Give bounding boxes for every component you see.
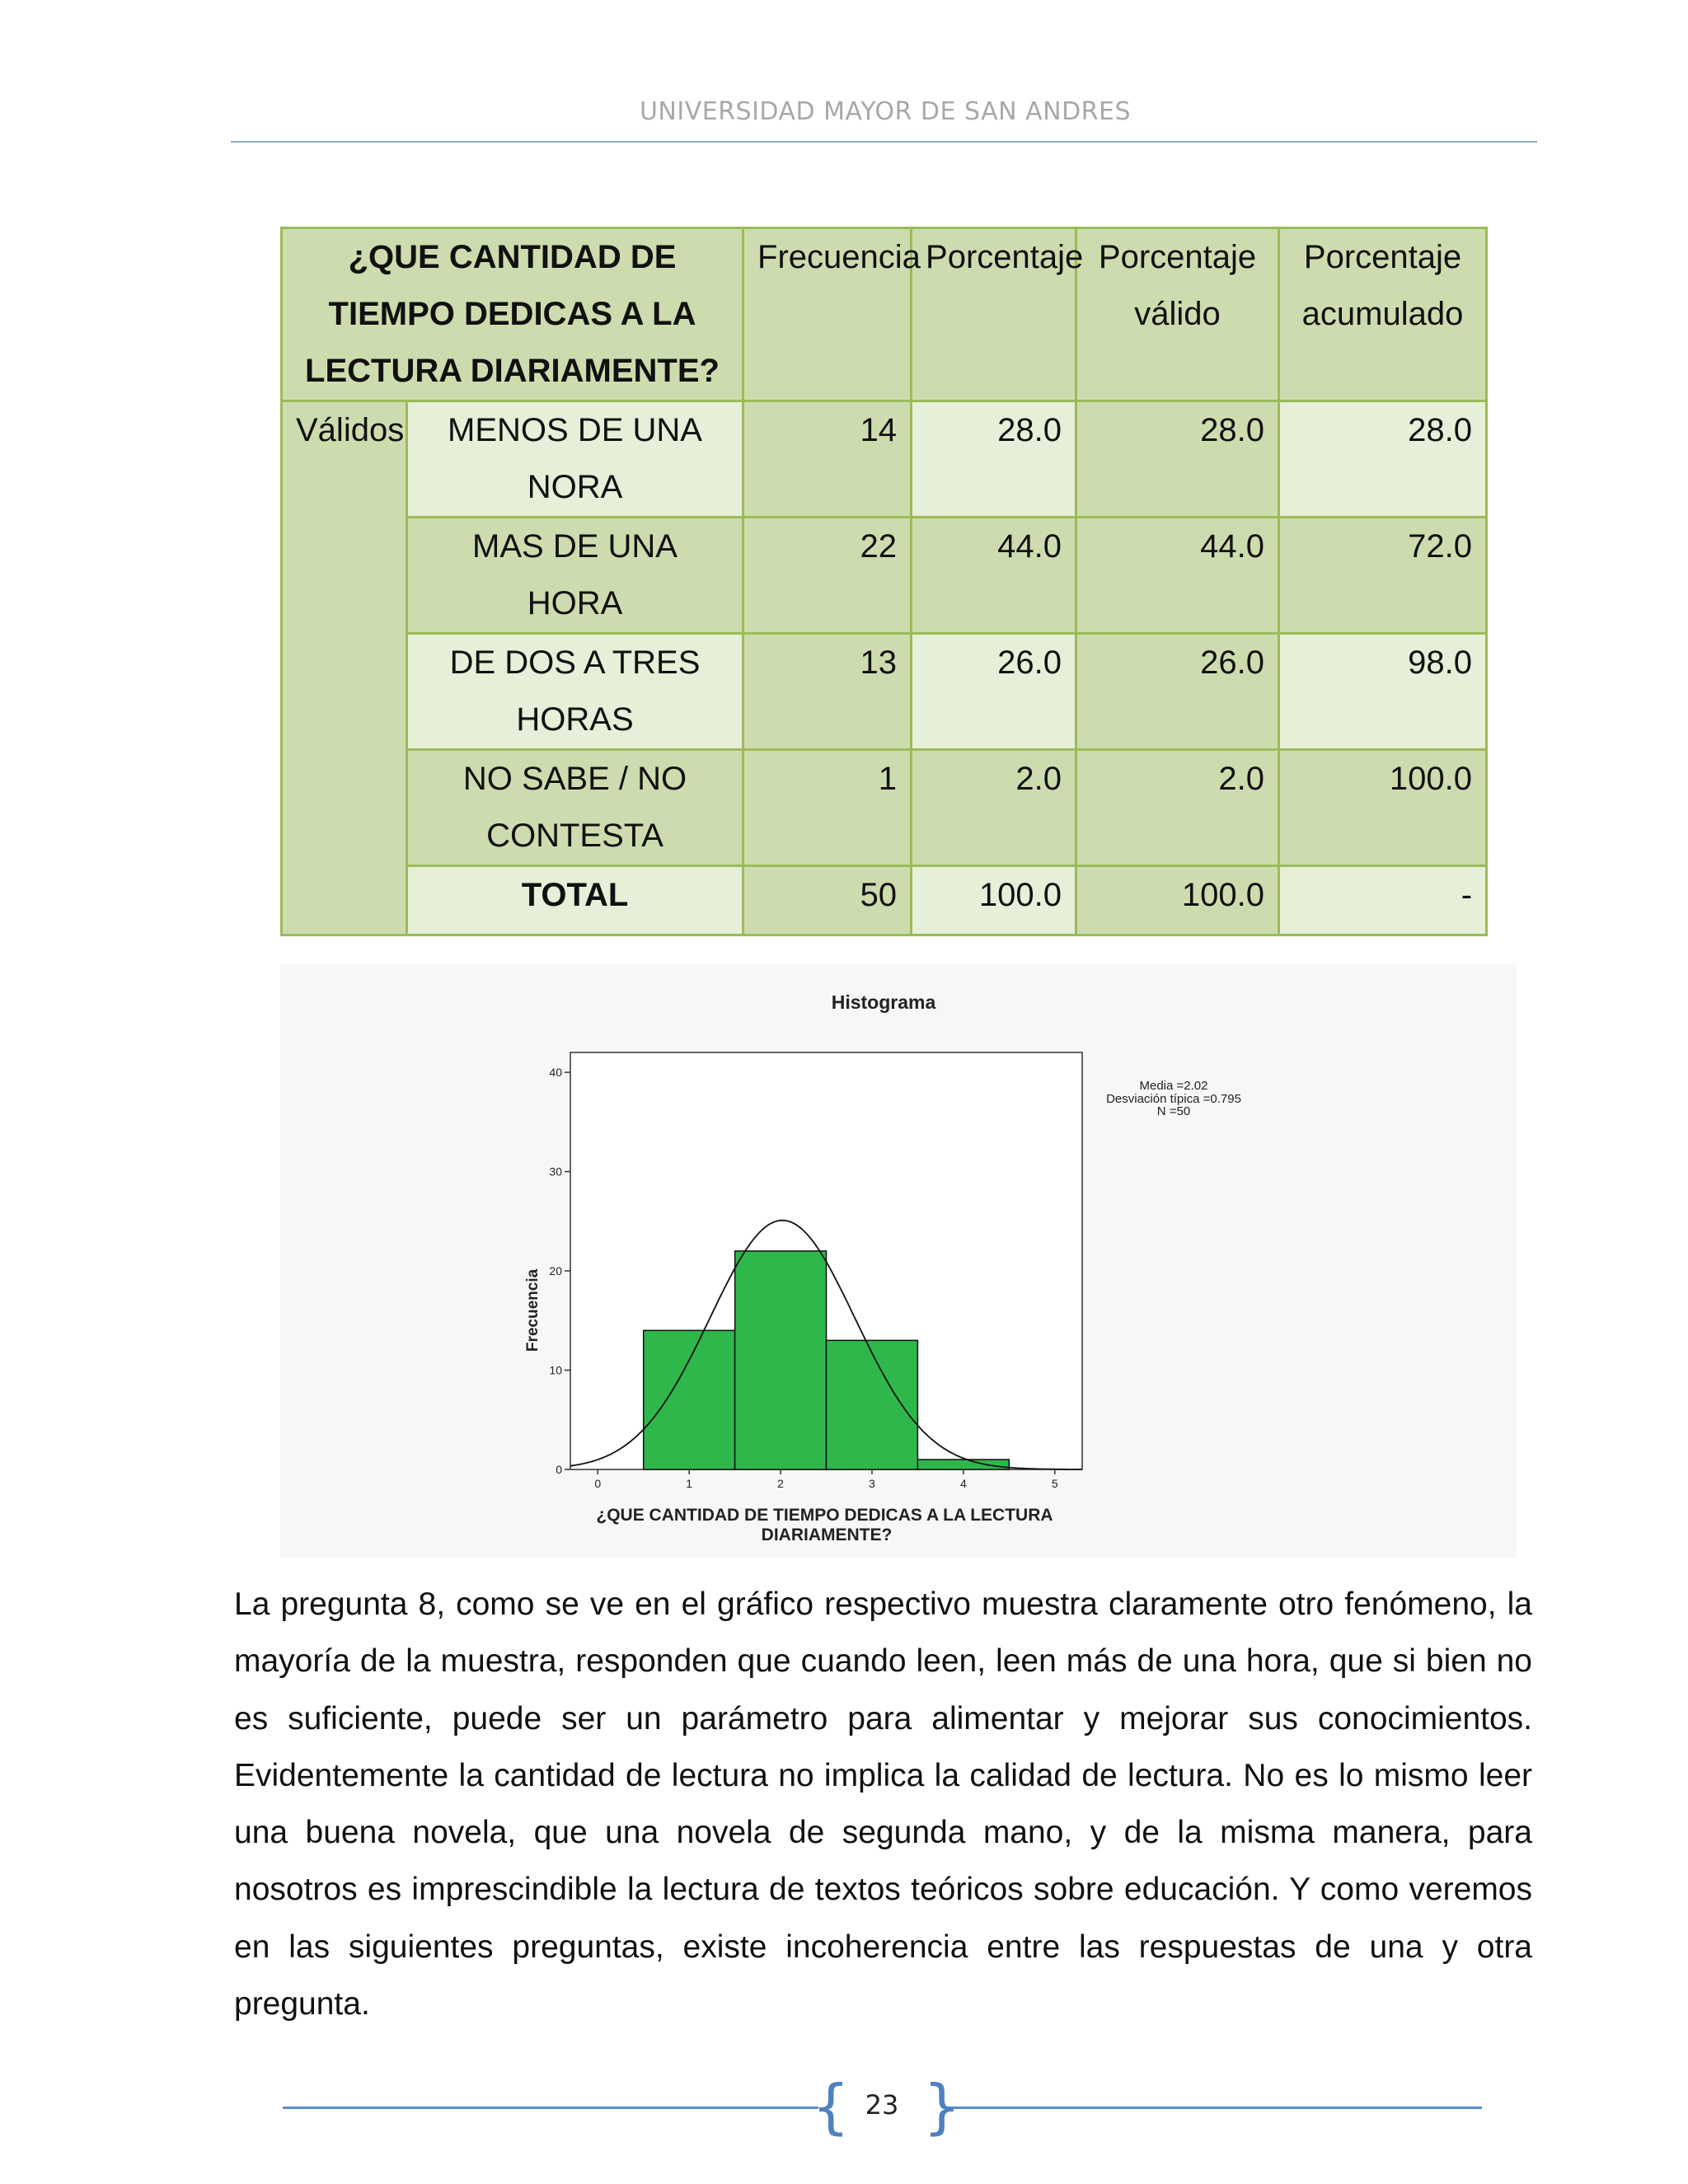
cell-porcentaje: 2.0: [912, 750, 1076, 866]
table-row: [282, 518, 1487, 634]
cell-porcentaje-valido: 44.0: [1076, 518, 1279, 634]
table-row: [282, 634, 1487, 750]
row-category: NO SABE / NO CONTESTA: [407, 750, 743, 866]
y-tick-label: 30: [549, 1165, 562, 1179]
histogram-bar: [827, 1340, 918, 1469]
y-tick-label: 40: [549, 1066, 562, 1080]
cell-porcentaje: 28.0: [912, 401, 1076, 518]
col-header-porcentaje-valido: Porcentaje válido: [1076, 228, 1279, 401]
cell-frecuencia: 1: [743, 750, 912, 866]
y-tick-label: 0: [556, 1463, 562, 1476]
table-row-total: [282, 866, 1487, 935]
cell-porcentaje: 26.0: [912, 634, 1076, 750]
x-axis-label-line-2: DIARIAMENTE?: [761, 1526, 893, 1544]
header-rule: [231, 141, 1537, 143]
x-tick-label: 2: [777, 1477, 784, 1490]
histogram-panel: [280, 964, 1517, 1558]
cell-porcentaje: 100.0: [912, 866, 1076, 935]
histogram-bar: [644, 1330, 735, 1469]
cell-porcentaje-acumulado: 98.0: [1279, 634, 1487, 750]
stat-media: Media =2.02: [1139, 1079, 1208, 1093]
x-axis-label-line-1: ¿QUE CANTIDAD DE TIEMPO DEDICAS A LA LECTURA: [596, 1506, 1053, 1525]
footer-rule-left: [283, 2107, 818, 2109]
x-tick-label: 5: [1051, 1477, 1058, 1490]
y-tick-label: 20: [549, 1264, 562, 1278]
x-tick-label: 4: [959, 1477, 967, 1490]
page-number: 23: [865, 2089, 899, 2121]
stat-desviacion: Desviación típica =0.795: [1106, 1092, 1241, 1106]
x-tick-label: 0: [594, 1477, 602, 1490]
x-tick-label: 3: [869, 1477, 875, 1490]
cell-porcentaje-valido: 28.0: [1076, 401, 1279, 518]
cell-porcentaje-valido: 26.0: [1076, 634, 1279, 750]
cell-porcentaje-valido: 100.0: [1076, 866, 1279, 935]
col-header-frecuencia: Frecuencia: [743, 228, 912, 401]
histogram-bar: [917, 1460, 1009, 1469]
close-bracket-icon: }: [923, 2072, 961, 2141]
cell-frecuencia: 50: [743, 866, 912, 935]
table-row: [282, 401, 1487, 518]
group-label-validos: Válidos: [282, 401, 407, 935]
cell-porcentaje-valido: 2.0: [1076, 750, 1279, 866]
footer-rule-right: [946, 2107, 1482, 2109]
x-axis-label: [596, 1506, 1057, 1544]
cell-frecuencia: 13: [743, 634, 912, 750]
row-category: DE DOS A TRES HORAS: [407, 634, 743, 750]
cell-porcentaje-acumulado: -: [1279, 866, 1487, 935]
table-header-row: [282, 228, 1487, 401]
col-header-porcentaje-acumulado: Porcentaje acumulado: [1279, 228, 1487, 401]
chart-title: Histograma: [831, 991, 936, 1013]
frequency-table: [280, 227, 1488, 936]
histogram-bar: [735, 1251, 827, 1469]
row-category: MAS DE UNA HORA: [407, 518, 743, 634]
cell-porcentaje-acumulado: 28.0: [1279, 401, 1487, 518]
cell-frecuencia: 22: [743, 518, 912, 634]
row-category: MENOS DE UNA NORA: [407, 401, 743, 518]
open-bracket-icon: {: [812, 2072, 850, 2141]
cell-frecuencia: 14: [743, 401, 912, 518]
x-tick-label: 1: [686, 1477, 693, 1490]
running-header: UNIVERSIDAD MAYOR DE SAN ANDRES: [639, 97, 1132, 126]
row-total-label: TOTAL: [407, 866, 743, 935]
y-tick-label: 10: [549, 1363, 562, 1377]
cell-porcentaje: 44.0: [912, 518, 1076, 634]
body-paragraph: La pregunta 8, como se ve en el gráfico respectivo muestra claramente otro fenómeno, la mayoría de la muestra, responden que cuando leen, leen más de una hora, que si bien no es suficiente, puede ser un parámetro para alimentar y mejorar sus conocimientos. Evidentemente la cantidad de lectura no implica la calidad de lectura. No es lo mismo leer una buena novela, que una novela de segunda mano, y de la misma manera, para nosotros es imprescindible la lectura de textos teóricos sobre educación. Y como veremos en las siguientes preguntas, existe incoherencia entre las respuestas de una y otra pregunta.: [234, 1586, 1532, 2022]
col-header-porcentaje: Porcentaje: [912, 228, 1076, 401]
histogram-chart: [280, 964, 1517, 1558]
y-axis-label: Frecuencia: [524, 1268, 542, 1352]
table-row: [282, 750, 1487, 866]
cell-porcentaje-acumulado: 72.0: [1279, 518, 1487, 634]
stat-n: N =50: [1156, 1104, 1191, 1118]
question-header: ¿QUE CANTIDAD DE TIEMPO DEDICAS A LA LECTURA DIARIAMENTE?: [282, 228, 743, 401]
cell-porcentaje-acumulado: 100.0: [1279, 750, 1487, 866]
